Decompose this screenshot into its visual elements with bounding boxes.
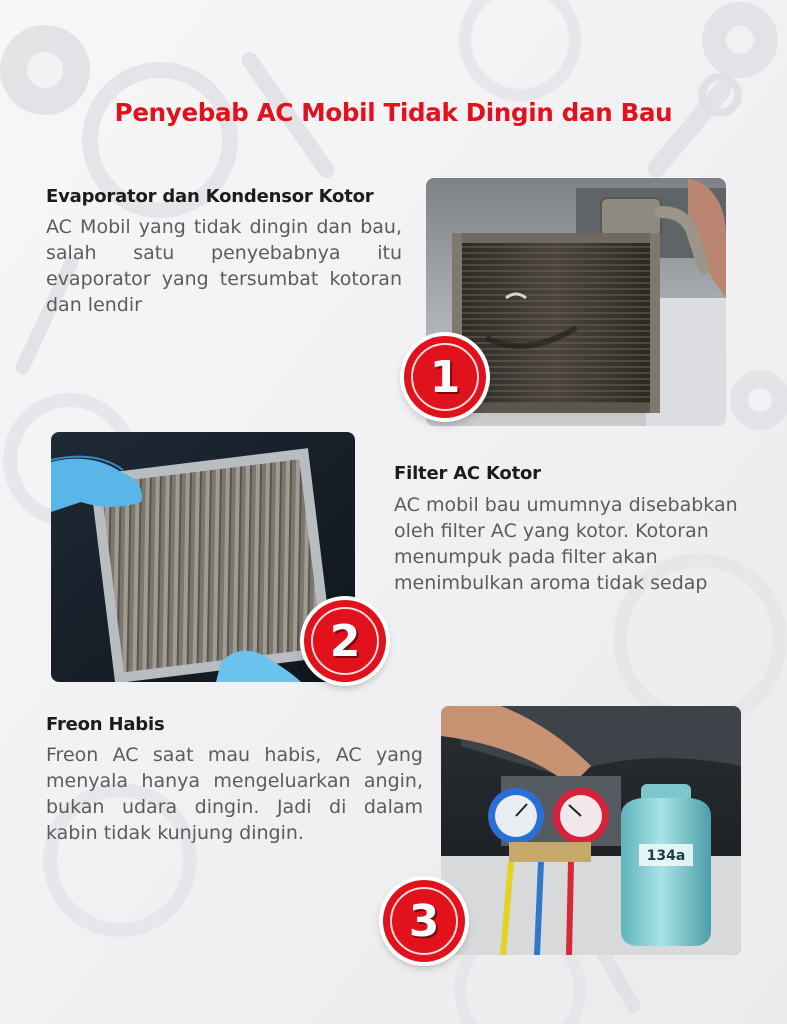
step-number-2: 2 xyxy=(329,615,361,667)
section-1-body: AC Mobil yang tidak dingin dan bau, salah satu penyebabnya itu evaporator yang tersumbat kotoran dan lendir xyxy=(46,216,402,316)
step-number-3: 3 xyxy=(408,895,440,947)
page-title: Penyebab AC Mobil Tidak Dingin dan Bau xyxy=(114,98,673,127)
section-3-heading: Freon Habis xyxy=(46,714,165,735)
section-1-heading: Evaporator dan Kondensor Kotor xyxy=(46,186,374,207)
section-3-body: Freon AC saat mau habis, AC yang menyala hanya mengeluarkan angin, bukan udara dingin. Jadi di dalam kabin tidak kunjung dingin. xyxy=(46,744,423,844)
freon-gauge-tank-icon xyxy=(441,706,741,955)
section-2-heading: Filter AC Kotor xyxy=(394,463,541,484)
step-number-2-badge xyxy=(304,600,386,682)
freon-gauge-photo xyxy=(441,706,741,955)
section-2-body: AC mobil bau umumnya disebabkan oleh filter AC yang kotor. Kotoran menumpuk pada filter akan menimbulkan aroma tidak sedap xyxy=(394,494,738,594)
tank-label: 134a xyxy=(646,848,686,864)
step-number-1: 1 xyxy=(429,351,461,403)
step-number-1-badge xyxy=(404,336,486,418)
step-number-3-badge xyxy=(383,880,465,962)
